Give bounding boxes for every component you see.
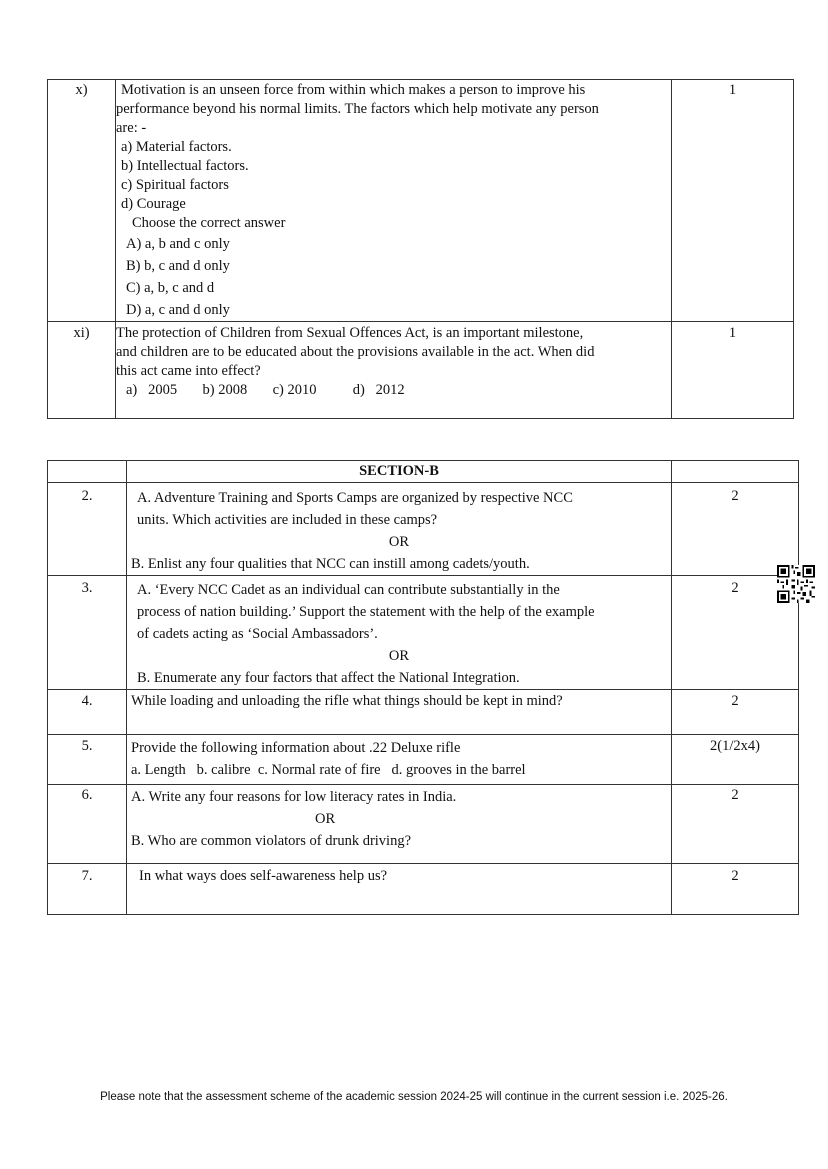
question-line: are: - xyxy=(116,120,147,136)
question-text xyxy=(127,690,672,735)
answer-option: D) a, c and d only xyxy=(126,302,230,318)
question-number: 4. xyxy=(48,690,127,735)
questions-table-section-b xyxy=(47,460,799,915)
factor-item: c) Spiritual factors xyxy=(121,177,229,193)
answer-option: C) a, b, c and d xyxy=(126,280,215,296)
answer-options-line: a) 2005 b) 2008 c) 2010 d) 2012 xyxy=(126,382,405,398)
answer-option: B) b, c and d only xyxy=(126,258,230,274)
answer-option: A) a, b and c only xyxy=(126,236,230,252)
question-text xyxy=(127,785,672,864)
factor-item: a) Material factors. xyxy=(121,139,232,155)
question-number: 6. xyxy=(48,785,127,864)
question-marks: 2(1/2x4) xyxy=(672,735,799,785)
question-line: units. Which activities are included in these camps? xyxy=(137,512,438,528)
question-number: 7. xyxy=(48,864,127,915)
question-row-4 xyxy=(48,690,799,735)
or-separator: OR xyxy=(388,648,410,664)
question-marks: 2 xyxy=(672,690,799,735)
question-line: B. Who are common violators of drunk driving? xyxy=(131,833,412,849)
question-line: B. Enumerate any four factors that affect the National Integration. xyxy=(137,670,520,686)
section-header-row xyxy=(48,461,799,483)
question-number: 2. xyxy=(48,483,127,576)
question-text xyxy=(127,864,672,915)
question-line: process of nation building.’ Support the statement with the help of the example xyxy=(137,604,595,620)
question-row-5 xyxy=(48,735,799,785)
question-row-x xyxy=(48,80,794,322)
or-separator: OR xyxy=(315,811,336,827)
question-marks: 2 xyxy=(672,576,799,690)
question-text xyxy=(116,80,672,322)
question-text xyxy=(127,576,672,690)
question-line: a. Length b. calibre c. Normal rate of fire d. grooves in the barrel xyxy=(131,762,526,778)
question-line: In what ways does self-awareness help us? xyxy=(139,868,388,884)
question-line: The protection of Children from Sexual Offences Act, is an important milestone, xyxy=(116,325,584,341)
question-number: xi) xyxy=(48,322,116,419)
question-row-2 xyxy=(48,483,799,576)
question-line: Motivation is an unseen force from within which makes a person to improve his xyxy=(121,82,586,98)
instruction-text: Choose the correct answer xyxy=(132,215,286,231)
question-marks: 1 xyxy=(672,322,794,419)
question-line: A. Adventure Training and Sports Camps are organized by respective NCC xyxy=(137,490,573,506)
question-text xyxy=(127,483,672,576)
qr-code-icon xyxy=(777,565,815,603)
assessment-note-footer: Please note that the assessment scheme of the academic session 2024-25 will continue in the current session i.e. 2025-26. xyxy=(100,1091,728,1103)
question-marks: 2 xyxy=(672,483,799,576)
question-line: and children are to be educated about the provisions available in the act. When did xyxy=(116,344,595,360)
question-marks: 2 xyxy=(672,864,799,915)
question-line: A. Write any four reasons for low literacy rates in India. xyxy=(131,789,457,805)
question-text xyxy=(127,735,672,785)
question-row-6 xyxy=(48,785,799,864)
question-line: this act came into effect? xyxy=(116,363,261,379)
question-line: performance beyond his normal limits. The factors which help motivate any person xyxy=(116,101,599,117)
factor-item: d) Courage xyxy=(121,196,186,212)
question-text xyxy=(116,322,672,419)
question-number: 5. xyxy=(48,735,127,785)
question-row-7 xyxy=(48,864,799,915)
question-line: Provide the following information about .22 Deluxe rifle xyxy=(131,740,461,756)
or-separator: OR xyxy=(388,534,410,550)
question-line: B. Enlist any four qualities that NCC can instill among cadets/youth. xyxy=(131,556,530,572)
question-marks: 1 xyxy=(672,80,794,322)
question-line: A. ‘Every NCC Cadet as an individual can contribute substantially in the xyxy=(137,582,560,598)
question-line: of cadets acting as ‘Social Ambassadors’. xyxy=(137,626,378,642)
question-number: x) xyxy=(48,80,116,322)
question-line: While loading and unloading the rifle what things should be kept in mind? xyxy=(131,693,563,709)
question-row-3 xyxy=(48,576,799,690)
question-number: 3. xyxy=(48,576,127,690)
factor-item: b) Intellectual factors. xyxy=(121,158,249,174)
questions-table-part-a xyxy=(47,79,794,419)
section-title: SECTION-B xyxy=(127,461,672,483)
question-row-xi xyxy=(48,322,794,419)
question-marks: 2 xyxy=(672,785,799,864)
